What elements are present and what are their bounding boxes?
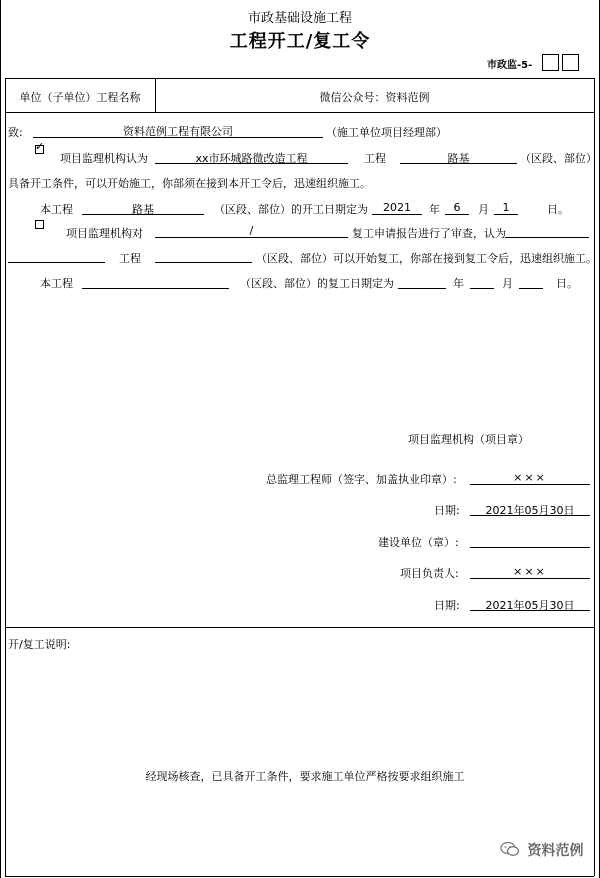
explanation-label: 开/复工说明: (8, 638, 71, 651)
chief-engineer-underline (470, 484, 590, 485)
watermark (500, 840, 584, 860)
pm-underline (470, 578, 590, 579)
resume-mid: （区段、部位）的复工日期定为 (240, 277, 394, 290)
start-month-underline (445, 214, 469, 215)
start-month-label: 月 (478, 203, 489, 216)
owner-underline (470, 547, 590, 548)
date1-label: 日期: (434, 504, 460, 517)
table-left-border (5, 78, 6, 876)
opt2-section-underline (155, 262, 252, 263)
unit-name-label: 单位（子单位）工程名称 (19, 91, 141, 104)
start-year-underline (372, 214, 422, 215)
opt2-gongcheng: 工程 (119, 252, 141, 265)
unit-name-value: 微信公众号：资料范例 (319, 91, 430, 104)
date1-underline (470, 515, 590, 516)
start-section: 路基 (132, 203, 154, 216)
resume-prefix: 本工程 (40, 277, 73, 290)
unit-row-bottom-border (5, 112, 594, 113)
form-code-box-1 (542, 54, 559, 71)
opt1-section-suffix: （区段、部位） (520, 152, 597, 165)
table-bottom-border (5, 876, 594, 877)
date2-value: 2021年05月30日 (485, 599, 575, 612)
opt1-section: 路基 (447, 152, 470, 165)
contractor-name: 资料范例工程有限公司 (123, 125, 233, 138)
table-right-border (594, 78, 595, 876)
start-year: 2021 (383, 201, 411, 214)
form-category: 市政基础设施工程 (247, 11, 352, 26)
opt2-resume: （区段、部位）可以开始复工，你部在接到复工令后，迅速组织施工。 (256, 252, 597, 265)
wechat-icon (500, 841, 520, 860)
owner-label: 建设单位（章）: (378, 536, 459, 549)
resume-month-label: 月 (502, 277, 513, 290)
start-prefix: 本工程 (40, 203, 73, 216)
chief-engineer-label: 总监理工程师（签字、加盖执业印章）: (266, 473, 457, 486)
opt1-line2: 具备开工条件，可以开始施工，你部须在接到本开工令后，迅速组织施工。 (8, 177, 371, 190)
to-label: 致: (8, 126, 23, 139)
start-section-underline (82, 214, 204, 215)
opt2-text: 项目监理机构对 (66, 227, 143, 240)
opt1-text: 项目监理机构认为 (60, 152, 148, 165)
contractor-underline (33, 137, 323, 138)
resume-year-label: 年 (453, 277, 464, 290)
form-code-label: 市政监-5- (487, 60, 533, 71)
start-day: 1 (502, 201, 510, 214)
opt1-project: xx市环城路微改造工程 (195, 152, 308, 165)
resume-day-label: 日。 (556, 277, 578, 290)
pm-label: 项目负责人: (400, 567, 459, 580)
date2-label: 日期: (434, 599, 460, 612)
chief-engineer-value: ××× (513, 471, 547, 484)
opt1-gongcheng: 工程 (364, 152, 386, 165)
pm-value: ××× (513, 565, 547, 578)
contractor-suffix: （施工单位项目经理部） (326, 126, 447, 139)
opt2-result-underline (505, 237, 589, 238)
opt1-section-underline (400, 163, 517, 164)
table-top-border (5, 78, 594, 79)
supervision-org-label: 项目监理机构（项目章） (408, 433, 529, 446)
page-left-edge (0, 0, 1, 878)
watermark-text: 资料范例 (527, 843, 584, 859)
signature-section-bottom-border (5, 627, 594, 628)
resume-order-checkbox[interactable] (35, 220, 44, 229)
opt2-project-underline (155, 237, 348, 238)
start-month: 6 (453, 201, 461, 214)
opt1-project-underline (155, 163, 348, 164)
opt2-slash: / (249, 224, 254, 237)
resume-year-underline (398, 288, 446, 289)
opt2-line2-underline-a (8, 262, 105, 263)
opt2-review: 复工申请报告进行了审查，认为 (352, 227, 506, 240)
resume-day-underline (519, 288, 543, 289)
form-title: 工程开工/复工令 (229, 31, 371, 52)
start-mid: （区段、部位）的开工日期定为 (214, 203, 368, 216)
resume-section-underline (82, 288, 229, 289)
start-day-label: 日。 (547, 203, 569, 216)
start-day-underline (494, 214, 518, 215)
form-code-box-2 (562, 54, 579, 71)
date1-value: 2021年05月30日 (485, 504, 575, 517)
explanation-text: 经现场核查，已具备开工条件，要求施工单位严格按要求组织施工 (145, 770, 465, 783)
date2-underline (470, 610, 590, 611)
start-year-label: 年 (429, 203, 440, 216)
resume-month-underline (470, 288, 494, 289)
checkmark-icon: ✓ (35, 140, 45, 153)
